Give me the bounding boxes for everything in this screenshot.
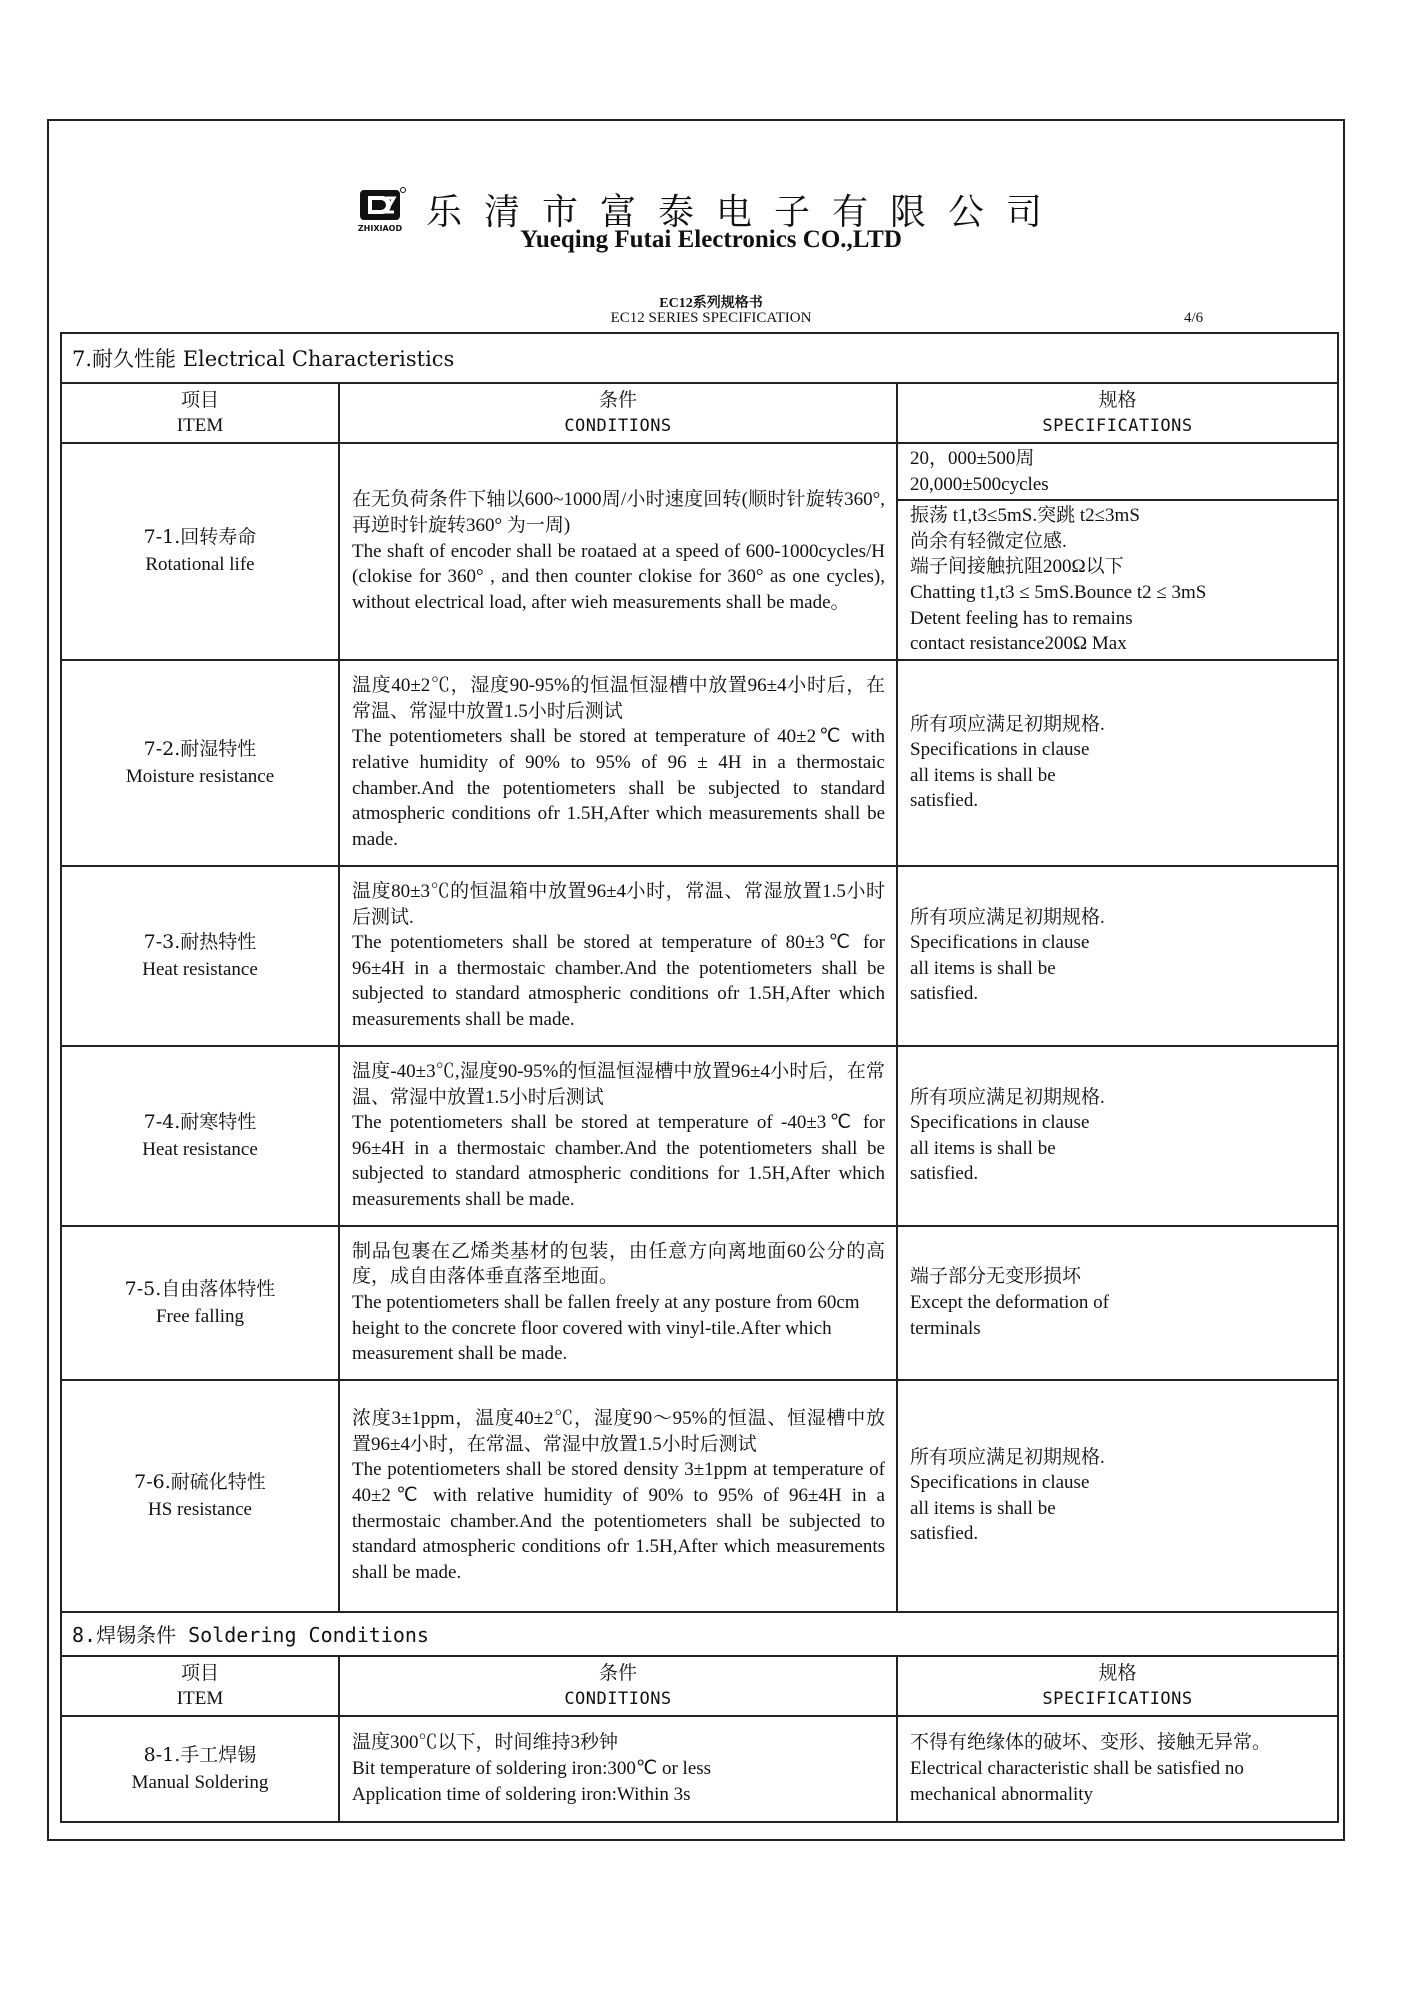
section-7-title: 7.耐久性能 Electrical Characteristics [61,333,1338,383]
header-item-cn: 项目 [180,1661,219,1684]
condition-cn: 温度80±3℃的恒温箱中放置96±4小时，常温、常湿放置1.5小时后测试. [352,880,885,928]
item-en: Heat resistance [142,1138,258,1160]
spec-line: satisfied. [910,1163,979,1185]
condition-en: The potentiometers shall be stored at temperature of 40±2℃ with relative humidity of 90% to 95% of 96 ± 4H in a thermostaic chamber.And the potentiometers shall be subjected to standard atmospheric conditions ofr 1.5H,After which measurements shall be made. [352,726,885,850]
spec-line: satisfied. [910,790,979,812]
spec-line: 尚余有轻微定位感. [910,530,1067,552]
item-en: HS resistance [148,1498,252,1520]
condition-cn: 浓度3±1ppm，温度40±2℃，湿度90～95%的恒温、恒湿槽中放置96±4小时，在常温、常湿中放置1.5小时后测试 [352,1408,885,1455]
spec-line: satisfied. [910,1523,979,1545]
item-cn: 7-6.耐硫化特性 [134,1470,266,1493]
condition-line: Application time of soldering iron:Within 3s [352,1783,691,1805]
item-cn: 7-5.自由落体特性 [124,1277,276,1300]
spec-line: satisfied. [910,983,979,1005]
doc-title-cn: EC12系列规格书 [659,296,763,311]
header-cond-cn: 条件 [598,1661,637,1684]
section-8-header-row [61,1656,1338,1716]
table-row [61,443,1338,660]
condition-cn: 在无负荷条件下轴以600~1000周/小时速度回转(顺时针旋转360°,再逆时针旋转360° 为一周) [352,489,885,536]
header-cond-en: CONDITIONS [564,416,672,436]
item-cn: 8-1.手工焊锡 [143,1743,257,1766]
header-cond-cn: 条件 [598,389,637,411]
section-8-title: 8.焊锡条件 Soldering Conditions [61,1612,1338,1656]
table-row [61,1716,1338,1822]
spec-line: 端子间接触抗阻200Ω以下 [910,556,1124,578]
spec-line: 所有项应满足初期规格. [910,1086,1105,1108]
item-en: Manual Soldering [131,1771,269,1793]
item-cn: 7-2.耐湿特性 [143,737,257,760]
header-spec-en: SPECIFICATIONS [1042,416,1193,436]
header-spec-cn: 规格 [1098,389,1137,411]
table-row [61,1380,1338,1612]
header-spec-cn: 规格 [1098,1661,1137,1684]
spec-line: 所有项应满足初期规格. [910,1446,1105,1468]
spec-line: 振荡 t1,t3≤5mS.突跳 t2≤3mS [910,505,1140,527]
spec-line: Except the deformation of [910,1291,1109,1313]
spec-line: Chatting t1,t3 ≤ 5mS.Bounce t2 ≤ 3mS [910,581,1207,603]
spec-line: all items is shall be [910,957,1056,979]
condition-en: The shaft of encoder shall be roataed at a speed of 600-1000cycles/H (clokise for 360° , and then counter clokise for 360° as one cycles), without electrical load, after wieh measurements shall be made。 [352,540,885,613]
company-name-en: Yueqing Futai Electronics CO.,LTD [520,226,902,253]
spec-line: Specifications in clause [910,932,1090,954]
spec-line: Electrical characteristic shall be satisfied no mechanical abnormality [910,1757,1244,1805]
spec-line: Specifications in clause [910,1112,1090,1134]
condition-en: The potentiometers shall be stored at temperature of 80±3℃ for 96±4H in a thermostaic chamber.And the potentiometers shall be subjected to standard atmospheric conditions ofr 1.5H,After which measurements shall be made. [352,932,885,1030]
item-en: Rotational life [145,554,255,576]
table-row [61,1046,1338,1226]
logo-text: ZHIXIAOD [358,223,403,233]
condition-line: Bit temperature of soldering iron:300℃ or less [352,1757,712,1779]
condition-en: The potentiometers shall be stored at temperature of -40±3℃ for 96±4H in a thermostaic chamber.And the potentiometers shall be subjected to standard atmospheric conditions for 1.5H,After which measurements shall be made. [352,1112,885,1210]
header-spec-en: SPECIFICATIONS [1042,1688,1193,1709]
condition-cn: 温度-40±3℃,湿度90-95%的恒温恒湿槽中放置96±4小时后，在常温、常湿中放置1.5小时后测试 [352,1060,885,1108]
header-item-cn: 项目 [180,389,219,411]
spec-line: terminals [910,1317,981,1339]
condition-line: 温度300℃以下，时间维持3秒钟 [352,1732,619,1754]
spec-line: 所有项应满足初期规格. [910,906,1105,928]
spec-line: 20,000±500cycles [910,473,1049,495]
page-number: 4/6 [1184,310,1204,326]
spec-table [60,332,1339,1823]
header-item-en: ITEM [176,415,224,436]
item-cn: 7-4.耐寒特性 [143,1110,257,1133]
spec-line: 不得有绝缘体的破坏、变形、接触无异常。 [910,1732,1272,1754]
condition-en: The potentiometers shall be fallen freely at any posture from 60cm height to the concrete floor covered with vinyl-tile.After which measurement shall be made. [352,1291,860,1365]
table-row [61,866,1338,1046]
table-row [61,660,1338,866]
condition-en: The potentiometers shall be stored density 3±1ppm at temperature of 40±2℃ with relative humidity of 90% to 95% of 96±4H in a thermostaic chamber.And the potentiometers shall be subjected to standard atmospheric conditions ofr 1.5H,After which measurements shall be made. [352,1459,885,1583]
spec-line: all items is shall be [910,1137,1056,1159]
condition-cn: 温度40±2℃，湿度90-95%的恒温恒湿槽中放置96±4小时后，在常温、常湿中放置1.5小时后测试 [352,675,885,722]
item-en: Heat resistance [142,958,258,980]
spec-line: 端子部分无变形损坏 [910,1266,1082,1288]
spec-line: all items is shall be [910,1497,1056,1519]
table-row [61,1226,1338,1380]
item-en: Free falling [155,1305,245,1327]
section-7-header-row [61,383,1338,443]
spec-line: contact resistance200Ω Max [910,633,1127,655]
spec-line: Detent feeling has to remains [910,607,1133,629]
spec-line: 所有项应满足初期规格. [910,713,1105,735]
spec-line: Specifications in clause [910,1472,1090,1494]
header-item-en: ITEM [176,1687,224,1709]
item-en: Moisture resistance [125,765,275,787]
item-cn: 7-3.耐热特性 [143,930,257,953]
spec-line: all items is shall be [910,764,1056,786]
header-cond-en: CONDITIONS [564,1688,672,1709]
item-cn: 7-1.回转寿命 [143,526,257,549]
condition-cn: 制品包裹在乙烯类基材的包装，由任意方向离地面60公分的高度，成自由落体垂直落至地面。 [352,1240,885,1288]
spec-line: 20，000±500周 [910,448,1035,469]
spec-line: Specifications in clause [910,739,1090,761]
doc-title-en: EC12 SERIES SPECIFICATION [610,310,812,326]
company-name-cn: 乐清市富泰电子有限公司 [426,192,1065,233]
